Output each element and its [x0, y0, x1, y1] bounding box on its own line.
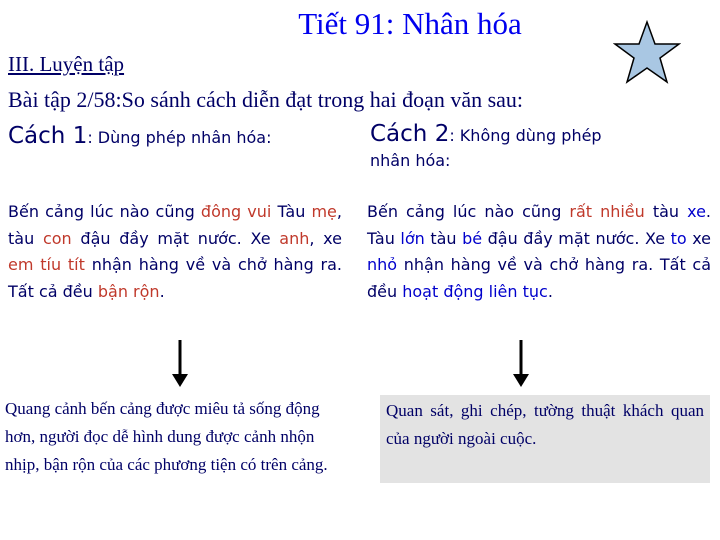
- passage-1-text: , tàu: [8, 202, 342, 248]
- passage-1-text: Bến cảng lúc nào cũng: [8, 202, 201, 221]
- method-2-label: Cách 2: [370, 121, 450, 147]
- passage-1: [8, 199, 342, 305]
- passage-2: [367, 199, 711, 305]
- down-arrow-icon: [512, 340, 530, 388]
- method-1-label: Cách 1: [8, 123, 88, 149]
- passage-1-text: .: [159, 281, 165, 301]
- method-1-heading: [8, 123, 271, 149]
- passage-2-highlight: to: [670, 228, 687, 248]
- passage-1-highlight: anh: [279, 228, 310, 248]
- conclusion-1: Quang cảnh bến cảng được miêu tả sống động hơn, người đọc dễ hình dung được cảnh nhộn nhịp, bận rộn của các phương tiện có trên cảng.: [5, 399, 328, 474]
- passage-2-text: đậu đầy mặt nước. Xe: [482, 228, 671, 248]
- passage-2-text: xe: [686, 228, 712, 248]
- section-heading: III. Luyện tập: [8, 52, 125, 76]
- method-2-heading: [370, 121, 710, 170]
- method-1-desc: : Dùng phép nhân hóa:: [87, 128, 272, 147]
- passage-1-text: đậu đầy mặt nước. Xe: [71, 228, 280, 248]
- page-title: Tiết 91: Nhân hóa: [298, 6, 522, 41]
- passage-2-text: Bến cảng lúc nào cũng: [367, 202, 570, 221]
- conclusion-2: Quan sát, ghi chép, tường thuật khách quan của người ngoài cuộc.: [380, 395, 710, 483]
- passage-1-text: , xe: [309, 228, 343, 248]
- passage-1-highlight: mẹ: [311, 202, 337, 221]
- passage-1-highlight: em tíu tít: [8, 255, 85, 274]
- passage-2-highlight: hoạt động liên tục: [402, 281, 548, 301]
- passage-2-text: nhận hàng về và chở hàng ra. Tất cả đều: [367, 255, 711, 301]
- passage-2-text: . Tàu: [367, 202, 712, 248]
- exercise-prompt: Bài tập 2/58:So sánh cách diễn đạt trong hai đoạn văn sau:: [8, 87, 524, 112]
- passage-2-text: .: [547, 281, 553, 301]
- passage-1-highlight: con: [42, 228, 72, 248]
- passage-1-text: nhận hàng về và chở hàng ra. Tất cả đều: [8, 255, 343, 301]
- passage-2-highlight: lớn: [400, 228, 425, 248]
- method-2-desc-cont: nhân hóa:: [370, 151, 451, 170]
- passage-1-highlight: đông vui: [200, 202, 272, 221]
- passage-2-highlight: xe: [687, 202, 706, 221]
- passage-1-highlight: bận rộn: [97, 281, 160, 301]
- down-arrow-icon: [171, 340, 189, 388]
- passage-2-highlight: nhỏ: [367, 255, 398, 274]
- passage-2-text: tàu: [424, 228, 463, 248]
- passage-2-text: tàu: [644, 202, 688, 221]
- star-icon: [613, 20, 681, 84]
- passage-1-text: Tàu: [271, 202, 312, 221]
- passage-2-highlight: bé: [462, 228, 483, 248]
- method-2-desc: : Không dùng phép: [449, 126, 602, 145]
- passage-2-highlight: rất nhiều: [569, 202, 645, 221]
